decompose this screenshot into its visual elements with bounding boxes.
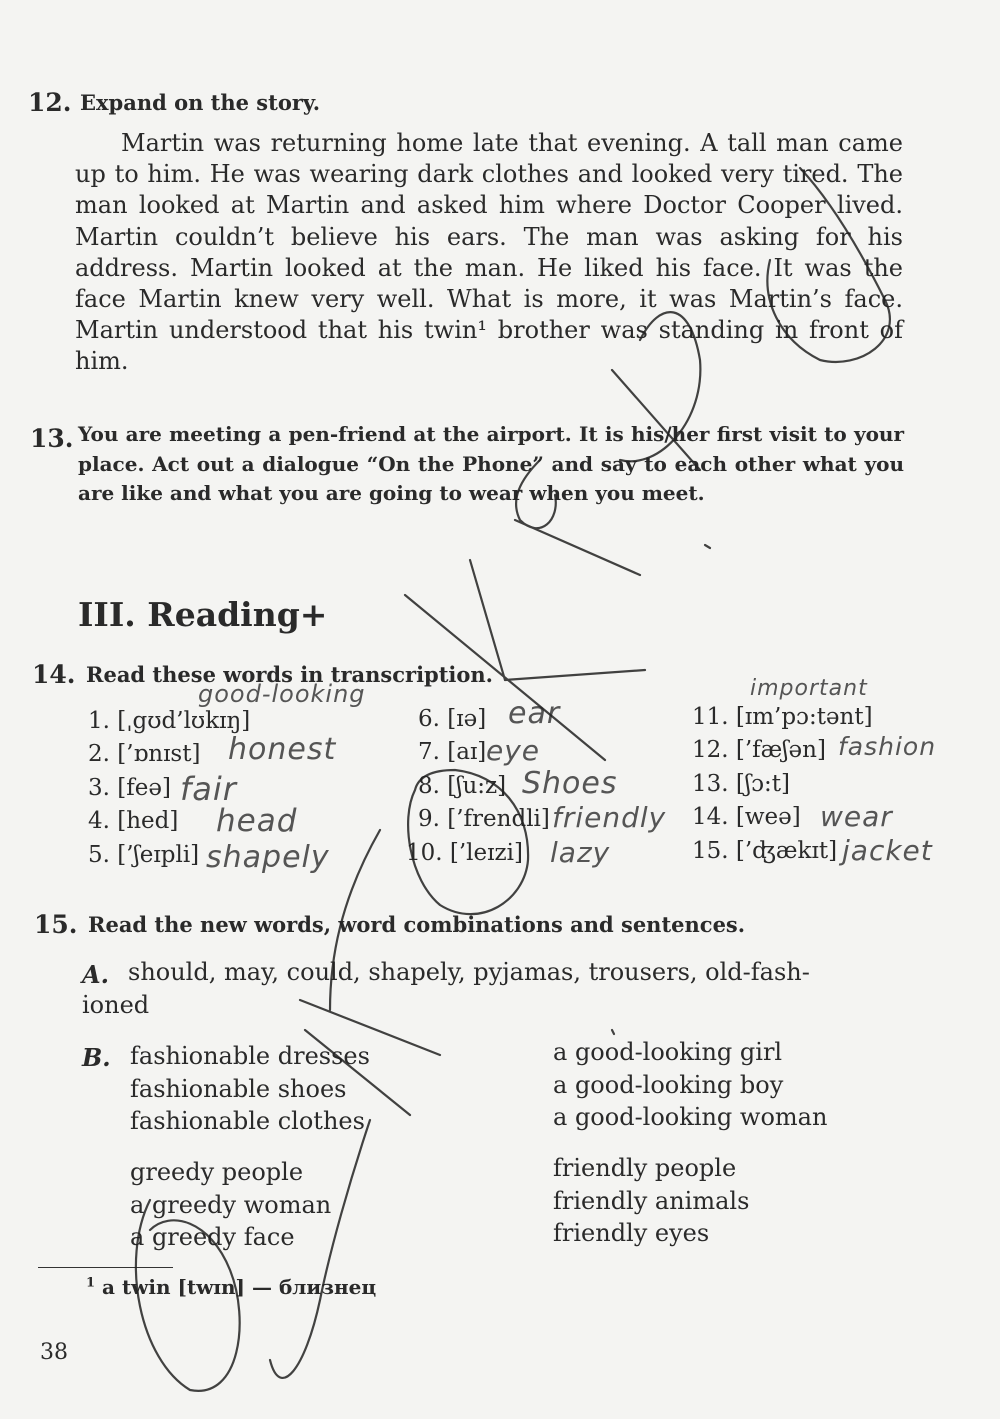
word-combination: fashionable shoes <box>130 1074 347 1103</box>
footnote-text: a twin [twɪn] — близнец <box>102 1275 377 1299</box>
part-b-right-group-1 <box>553 1036 827 1134</box>
handwritten-answer-7: eye <box>486 734 541 767</box>
handwritten-answer-5: shapely <box>206 840 330 875</box>
transcription-5: 5. [’ʃeɪpli] <box>88 842 200 868</box>
handwritten-answer-12: fashion <box>838 732 937 761</box>
transcription-10: 10. [’leɪzi] <box>406 840 523 866</box>
exercise-14-title: Read these words in transcription. <box>86 662 493 687</box>
transcription-13: 13. [ʃɔ:t] <box>692 771 790 797</box>
footnote-divider <box>38 1267 173 1268</box>
word-combination: fashionable clothes <box>130 1107 365 1135</box>
handwritten-answer-8: Shoes <box>522 766 618 801</box>
handwritten-answer-6: ear <box>508 696 561 731</box>
word-combination: friendly people <box>553 1154 737 1182</box>
exercise-14-number: 14. <box>32 660 76 689</box>
transcription-1: 1. [ˌgʊd’lʊkɪŋ] <box>88 708 251 734</box>
handwritten-answer-14: wear <box>820 800 893 833</box>
part-b-right-group-2 <box>553 1152 749 1250</box>
part-a-line-2: ioned <box>82 991 150 1019</box>
part-b-label: B. <box>82 1043 111 1072</box>
transcription-8: 8. [ʃu:z] <box>418 773 507 799</box>
exercise-13-number: 13. <box>30 424 74 453</box>
word-combination: a good-looking boy <box>553 1070 784 1099</box>
handwritten-answer-15: jacket <box>842 834 933 867</box>
transcription-15: 15. [’ʤækɪt] <box>692 838 838 864</box>
handwritten-answer-3: fair <box>180 770 237 808</box>
exercise-15-title: Read the new words, word combinations and sentences. <box>88 912 746 937</box>
transcription-6: 6. [ɪə] <box>418 706 487 732</box>
part-b-left-group-2 <box>130 1156 331 1254</box>
handwritten-answer-4: head <box>216 803 298 839</box>
footnote <box>86 1275 376 1299</box>
transcription-4: 4. [hed] <box>88 808 179 834</box>
word-combination: greedy people <box>130 1158 304 1186</box>
word-combination: a greedy woman <box>130 1190 332 1219</box>
word-combination: friendly eyes <box>553 1219 710 1247</box>
transcription-2: 2. [’ɒnɪst] <box>88 741 201 767</box>
handwritten-answer-1: good-looking <box>198 680 366 708</box>
exercise-12-number: 12. <box>28 88 72 117</box>
handwritten-answer-2: honest <box>228 732 337 767</box>
exercise-15-number: 15. <box>34 910 78 939</box>
word-combination: a good-looking girl <box>553 1038 783 1066</box>
word-combination: a good-looking woman <box>553 1103 828 1131</box>
exercise-12-title: Expand on the story. <box>80 90 321 115</box>
word-combination: a greedy face <box>130 1223 295 1251</box>
part-a-line-1: should, may, could, shapely, pyjamas, trousers, old-fash- <box>128 958 810 986</box>
exercise-12-story: Martin was returning home late that evening. A tall man came up to him. He was wearing dark clothes and looked very tired. The man looked at Martin and asked him where Doctor Cooper lived. Martin couldn’t believe his ears. The man was asking for his address. Martin looked at the man. He liked his face. It was the face Martin knew very well. What is more, it was Martin’s face. Martin understood that his twin¹ brother was standing in front of him. <box>75 129 903 376</box>
transcription-14: 14. [weə] <box>692 804 801 830</box>
section-heading: III. Reading+ <box>78 595 328 634</box>
part-a-label: A. <box>82 960 109 989</box>
footnote-marker: 1 <box>86 1275 96 1291</box>
page-number: 38 <box>40 1340 68 1365</box>
transcription-7: 7. [aɪ] <box>418 739 487 765</box>
word-combination: fashionable dresses <box>130 1042 370 1070</box>
handwritten-answer-10: lazy <box>550 836 611 869</box>
word-combination: friendly animals <box>553 1186 750 1215</box>
exercise-13-task: You are meeting a pen-friend at the airport. It is his/her first visit to your place. Act out a dialogue “On the Phone” and say to each other what you are like and what you are going to wear when you meet. <box>78 422 904 505</box>
transcription-3: 3. [feə] <box>88 775 171 801</box>
part-b-left-group-1 <box>130 1040 370 1138</box>
handwritten-answer-11: important <box>750 676 868 701</box>
transcription-9: 9. [’frendli] <box>418 806 550 832</box>
transcription-12: 12. [’fæʃən] <box>692 737 826 763</box>
transcription-11: 11. [ɪm’pɔ:tənt] <box>692 704 873 730</box>
handwritten-answer-9: friendly <box>552 801 667 834</box>
